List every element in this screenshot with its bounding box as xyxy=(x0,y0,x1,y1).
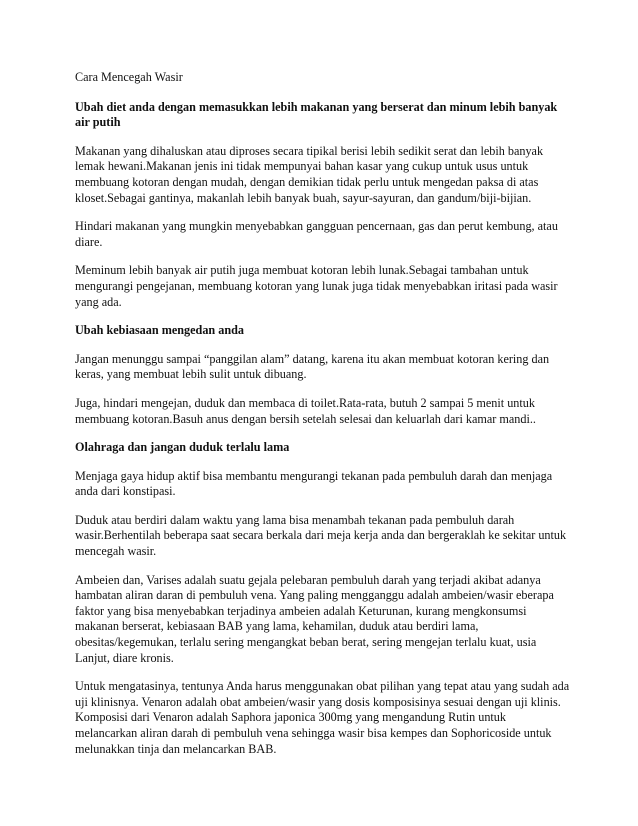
paragraph: Ambeien dan, Varises adalah suatu gejala pelebaran pembuluh darah yang terjadi akibat adanya hambatan aliran daran di pembuluh vena. Yang paling mengganggu adalah ambeien/wasir eberapa faktor yang bisa menyebabkan terjadinya ambeien adalah Keturunan, kurang mengkonsumsi makanan berserat, kebiasaan BAB yang lama, kehamilan, duduk atau berdiri lama, obesitas/kegemukan, terlalu sering mengangkat beban berat, sering mengejan terlalu kuat, usia Lanjut, diare kronis. xyxy=(75,572,554,665)
document-title: Cara Mencegah Wasir xyxy=(75,70,183,84)
paragraph: Juga, hindari mengejan, duduk dan membaca di toilet.Rata-rata, butuh 2 sampai 5 menit untuk membuang kotoran.Basuh anus dengan bersih setelah selesai dan keluarlah dari kamar mandi.. xyxy=(75,395,536,426)
section-heading: Ubah diet anda dengan memasukkan lebih makanan yang berserat dan minum lebih banyak air putih xyxy=(75,99,558,130)
section-heading: Olahraga dan jangan duduk terlalu lama xyxy=(75,440,290,455)
paragraph: Jangan menunggu sampai “panggilan alam” datang, karena itu akan membuat kotoran kering dan keras, yang membuat lebih sulit untuk dibuang. xyxy=(75,351,550,382)
paragraph: Untuk mengatasinya, tentunya Anda harus menggunakan obat pilihan yang tepat atau yang sudah ada uji klinisnya. Venaron adalah obat ambeien/wasir yang dosis komposisinya sesuai dengan uji klinis. Komposisi dari Venaron adalah Saphora japonica 300mg yang mengandung Rutin untuk melancarkan aliran darah di pembuluh vena sehingga wasir bisa kempes dan Sophoricoside untuk melunakkan tinja dan melancarkan BAB. xyxy=(75,679,570,756)
paragraph-list xyxy=(75,100,570,758)
paragraph: Duduk atau berdiri dalam waktu yang lama bisa menambah tekanan pada pembuluh darah wasir.Berhentilah beberapa saat secara berkala dari meja kerja anda dan bergeraklah ke sekitar untuk mencegah wasir. xyxy=(75,512,567,559)
paragraph: Makanan yang dihaluskan atau diproses secara tipikal berisi lebih sedikit serat dan lebih banyak lemak hewani.Makanan jenis ini tidak mempunyai bahan kasar yang cukup untuk usus untuk membuang kotoran dengan mudah, dengan demikian tidak perlu untuk mengedan paksa di atas kloset.Sebagai gantinya, makanlah lebih banyak buah, sayur-sayuran, dan gandum/biji-bijian. xyxy=(75,143,544,205)
document-body xyxy=(75,70,570,770)
section-heading: Ubah kebiasaan mengedan anda xyxy=(75,323,244,338)
paragraph: Menjaga gaya hidup aktif bisa membantu mengurangi tekanan pada pembuluh darah dan menjaga anda dari konstipasi. xyxy=(75,468,553,499)
paragraph: Hindari makanan yang mungkin menyebabkan gangguan pencernaan, gas dan perut kembung, atau diare. xyxy=(75,219,558,249)
paragraph: Meminum lebih banyak air putih juga membuat kotoran lebih lunak.Sebagai tambahan untuk mengurangi pengejanan, membuang kotoran yang lunak juga tidak menyebabkan iritasi pada wasir yang ada. xyxy=(75,263,558,309)
